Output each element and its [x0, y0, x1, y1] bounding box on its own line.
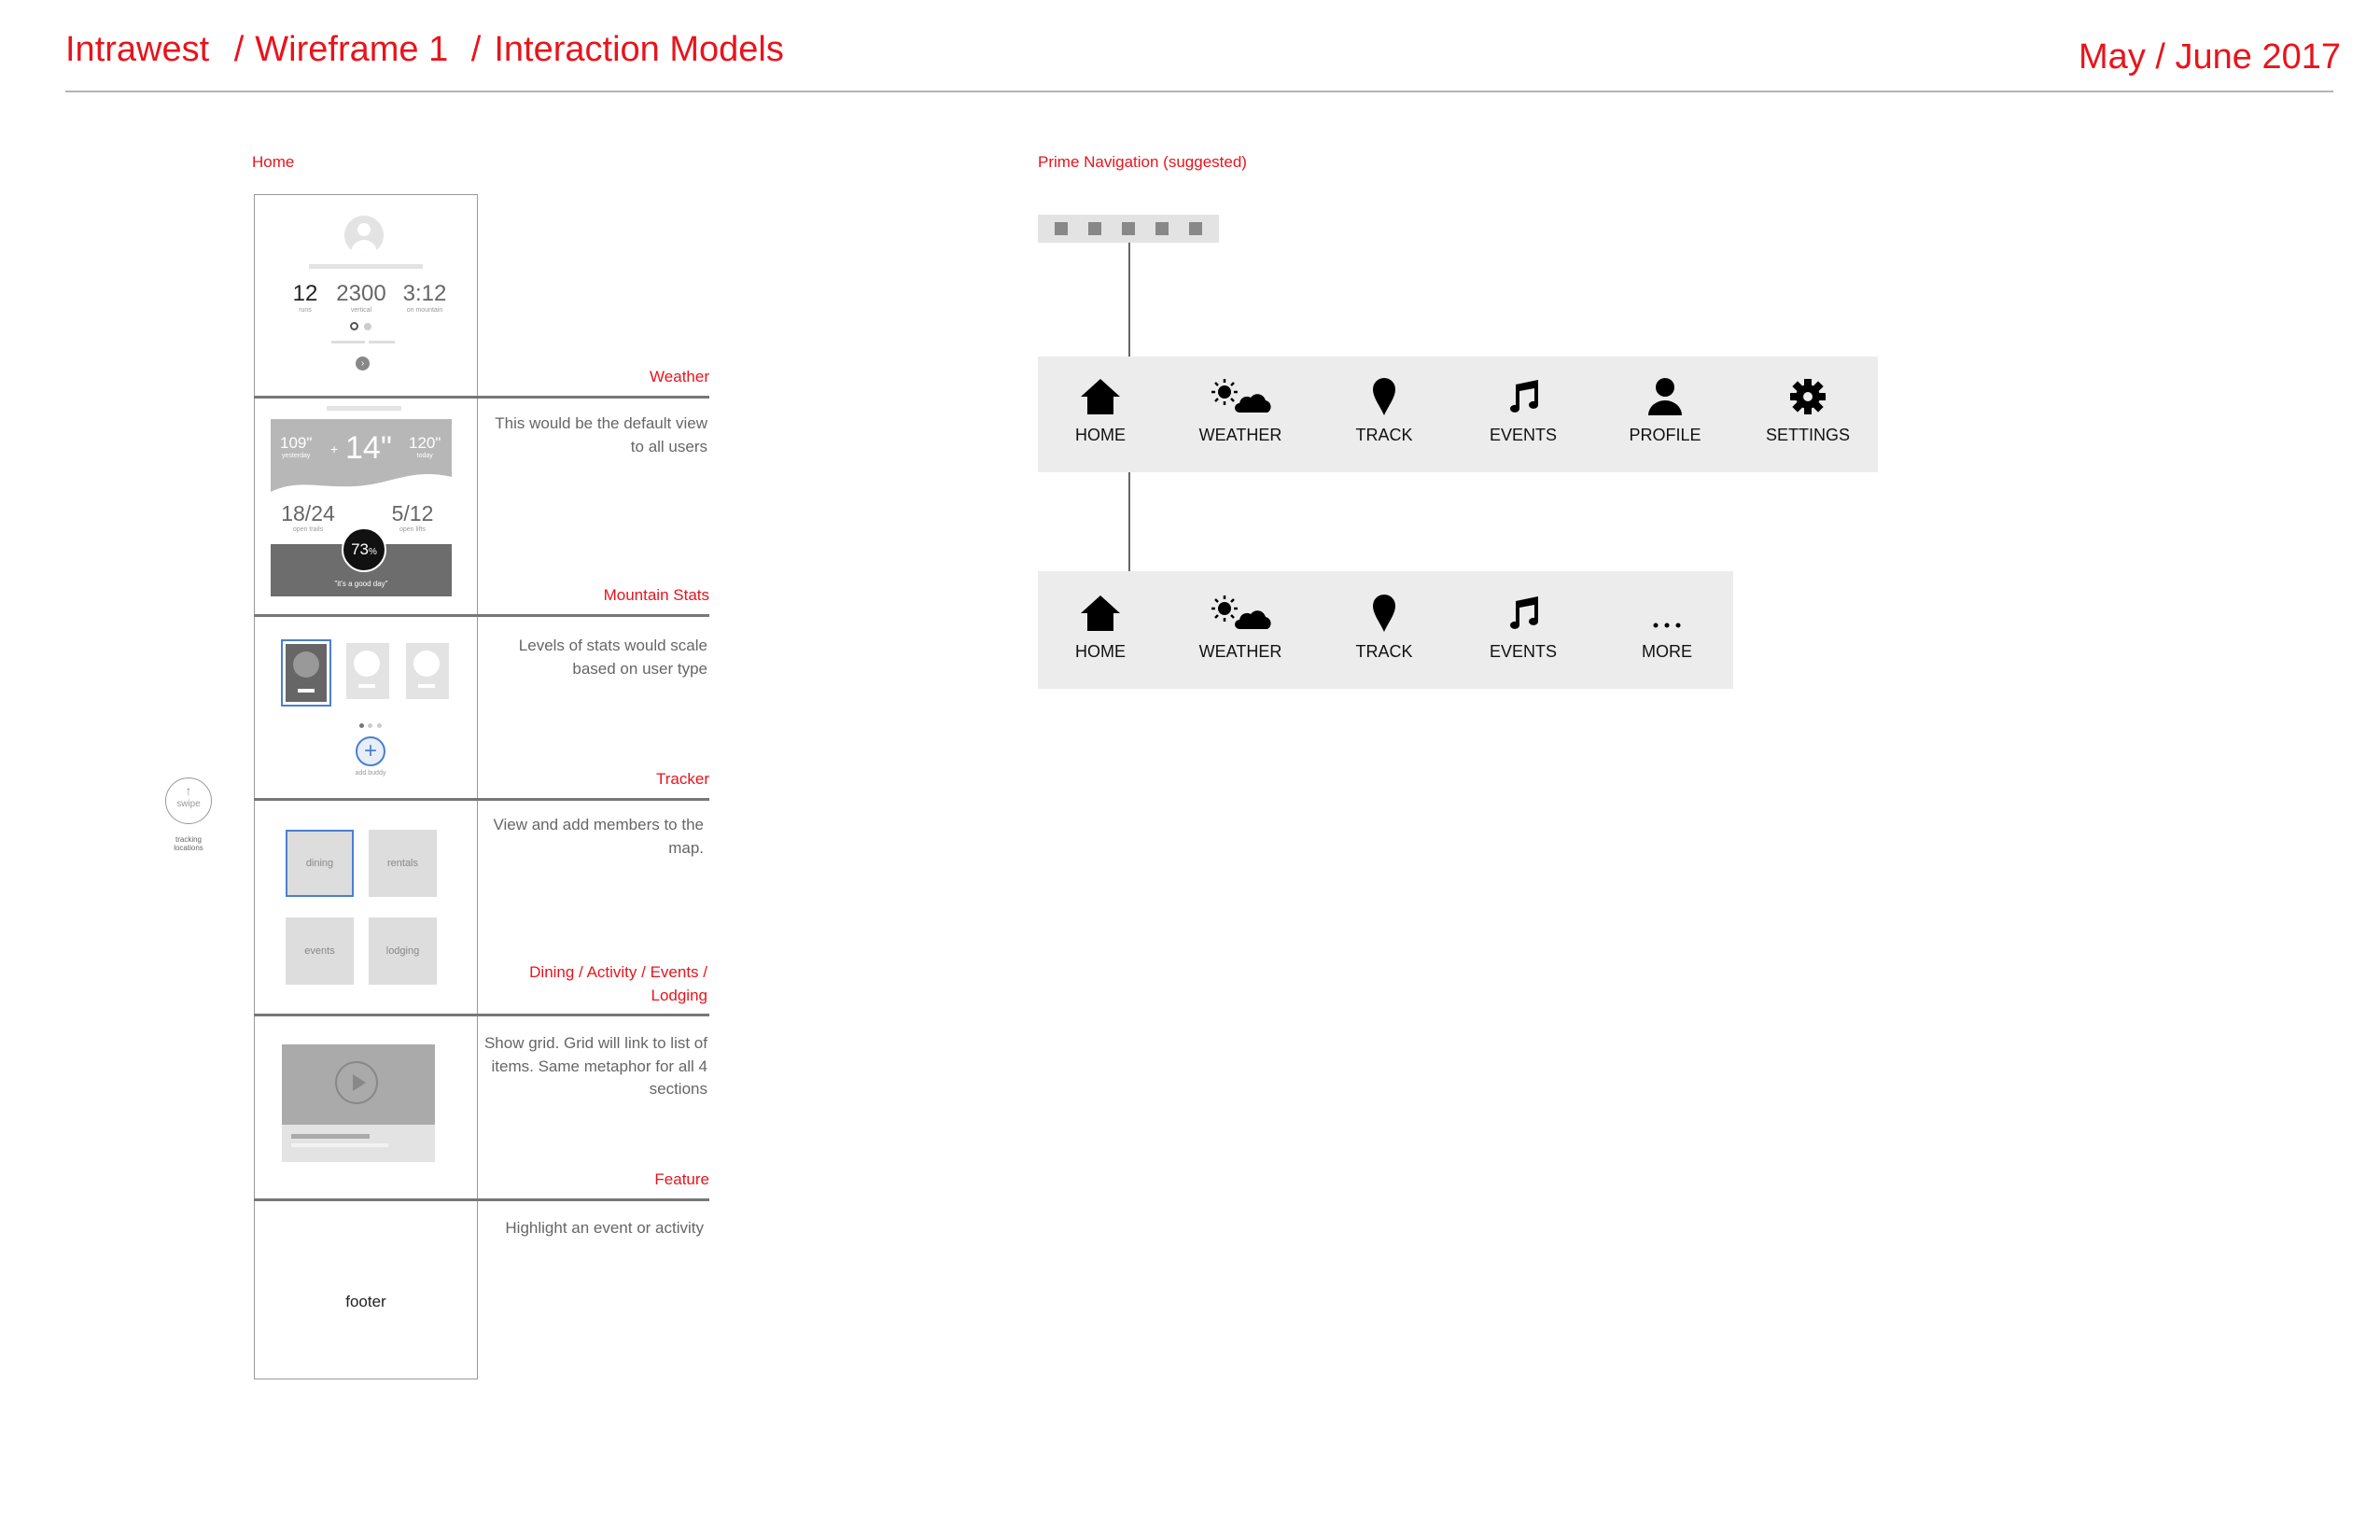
buddy-card[interactable]: [406, 643, 449, 699]
profile-avatar: [344, 216, 384, 255]
trails-stat: [275, 501, 341, 533]
breadcrumb: [65, 30, 784, 70]
grid-tile-label: dining: [305, 858, 334, 869]
percent-badge: [342, 527, 386, 572]
more-icon: [1648, 594, 1686, 633]
buddy-card[interactable]: [346, 643, 389, 699]
nav-item-weather[interactable]: [1184, 377, 1296, 445]
stat-value: 12: [292, 281, 318, 306]
section-divider: [254, 1198, 709, 1201]
nav-label: EVENTS: [1489, 642, 1558, 661]
grid-tile-label: lodging: [385, 945, 420, 957]
weather-icon: [1208, 377, 1273, 416]
lifts-label: open lifts: [399, 526, 427, 533]
stat-value: 3:12: [402, 281, 447, 306]
annotation-title-feature: Feature: [654, 1170, 709, 1188]
nav-item-track[interactable]: [1328, 377, 1440, 445]
section-divider: [254, 396, 709, 399]
annotation-title-mountain-stats: Mountain Stats: [603, 586, 709, 604]
header-divider: [65, 91, 2333, 92]
music-note-icon: [1505, 594, 1542, 633]
nav-label: WEATHER: [1198, 426, 1282, 444]
nav-thumbnail: [1038, 215, 1219, 243]
annotation-note-weather: This would be the default view to all users: [495, 414, 707, 455]
breadcrumb-item[interactable]: Wireframe 1: [255, 30, 449, 69]
home-icon: [1079, 594, 1122, 633]
snow-today: [409, 434, 441, 459]
music-note-icon: [1505, 377, 1542, 416]
placeholder-line: [331, 341, 365, 343]
stat-label: runs: [299, 307, 312, 314]
snow-today-label: today: [416, 453, 433, 459]
gear-icon: [1788, 377, 1827, 416]
swipe-widget[interactable]: [165, 777, 212, 824]
phone-frame: [254, 194, 478, 1379]
trails-label: open trails: [292, 526, 324, 533]
add-buddy-button[interactable]: +: [356, 736, 385, 766]
weather-icon: [1208, 594, 1273, 633]
carousel-dots: [359, 716, 382, 733]
grid-tile-lodging[interactable]: [369, 917, 437, 985]
grid-tile-dining[interactable]: [286, 830, 354, 897]
nav-item-home[interactable]: [1044, 377, 1156, 445]
good-day-tagline: "it's a good day": [334, 580, 388, 588]
map-pin-icon: [1370, 594, 1398, 633]
breadcrumb-separator: /: [470, 30, 482, 69]
play-icon[interactable]: [335, 1061, 378, 1104]
nav-item-events[interactable]: [1467, 594, 1579, 662]
nav-label: HOME: [1075, 642, 1126, 661]
page-dot-active[interactable]: [350, 322, 358, 330]
percent-value: 73: [351, 540, 369, 558]
lifts-stat: [380, 501, 445, 533]
annotation-note-dining: Show grid. Grid will link to list of items. Same metaphor for all 4 sections: [483, 1034, 707, 1099]
nav-label: WEATHER: [1198, 642, 1282, 661]
breadcrumb-item[interactable]: Interaction Models: [494, 30, 784, 69]
nav-bar-compact: [1038, 571, 1733, 689]
nav-item-settings[interactable]: [1752, 377, 1864, 445]
home-icon: [1079, 377, 1122, 416]
annotation-note-tracker: View and add members to the map.: [493, 816, 704, 857]
stat-on-mountain: [391, 281, 458, 314]
nav-label: TRACK: [1355, 426, 1413, 444]
annotation-title-weather: Weather: [650, 368, 709, 385]
nav-label: TRACK: [1355, 642, 1413, 661]
placeholder-line: [369, 341, 395, 343]
chevron-right-icon[interactable]: ›: [356, 357, 370, 371]
nav-item-home[interactable]: [1044, 594, 1156, 662]
snow-yesterday-label: yesterday: [282, 453, 311, 459]
snow-yesterday-value: 109": [280, 434, 313, 452]
grid-tile-events[interactable]: [286, 917, 354, 985]
nav-item-events[interactable]: [1467, 377, 1579, 445]
stat-label: on mountain: [406, 307, 443, 314]
nav-label: HOME: [1075, 426, 1126, 444]
connector-line: [1128, 243, 1130, 357]
add-buddy-label: add buddy: [355, 770, 386, 777]
grid-tile-label: rentals: [386, 858, 419, 869]
section-divider: [254, 798, 709, 801]
prime-nav-title: Prime Navigation (suggested): [1038, 153, 1247, 171]
grid-tile-rentals[interactable]: [369, 830, 437, 897]
nav-label: SETTINGS: [1765, 426, 1850, 444]
person-icon: [1646, 377, 1684, 416]
stat-vertical: [328, 281, 395, 314]
swipe-label: swipe: [176, 799, 201, 809]
swipe-caption: tracking locations: [174, 835, 203, 852]
breadcrumb-separator: /: [233, 30, 245, 69]
drag-handle[interactable]: [327, 406, 401, 411]
page-dot[interactable]: [364, 323, 371, 330]
nav-item-weather[interactable]: [1184, 594, 1296, 662]
weather-card[interactable]: [271, 419, 452, 494]
grid-tile-label: events: [304, 945, 335, 957]
nav-item-track[interactable]: [1328, 594, 1440, 662]
stat-value: 2300: [336, 281, 386, 306]
snow-yesterday: [280, 434, 312, 459]
annotation-note-mountain-stats: Levels of stats would scale based on user type: [518, 637, 707, 678]
home-label: Home: [252, 153, 295, 171]
date-label: May / June 2017: [2079, 37, 2341, 77]
arrow-up-icon: ↑: [185, 783, 192, 798]
nav-label: PROFILE: [1629, 426, 1701, 444]
feature-caption-area: [282, 1125, 435, 1162]
nav-item-profile[interactable]: [1609, 377, 1721, 445]
profile-name-placeholder: [309, 264, 423, 269]
section-divider: [254, 614, 709, 617]
snow-today-value: 120": [409, 434, 441, 452]
stat-label: vertical: [350, 307, 372, 314]
nav-label: MORE: [1642, 642, 1692, 661]
annotation-title-dining: Dining / Activity / Events / Lodging: [529, 963, 707, 1004]
stat-runs: [287, 281, 324, 314]
nav-bar-full: [1038, 357, 1878, 472]
lifts-value: 5/12: [391, 501, 434, 525]
nav-item-more[interactable]: [1611, 594, 1723, 662]
nav-label: EVENTS: [1489, 426, 1558, 444]
trails-value: 18/24: [281, 501, 335, 525]
annotation-note-feature: Highlight an event or activity: [505, 1219, 704, 1237]
snow-main-value: 14": [345, 430, 392, 466]
breadcrumb-item[interactable]: Intrawest: [65, 30, 210, 69]
connector-line: [1128, 472, 1130, 571]
map-pin-icon: [1370, 377, 1398, 416]
buddy-card-selected[interactable]: [281, 639, 331, 707]
section-divider: [254, 1014, 709, 1016]
feature-video[interactable]: [282, 1044, 435, 1125]
percent-unit: %: [369, 547, 377, 557]
annotation-title-tracker: Tracker: [656, 770, 709, 788]
plus-icon: +: [330, 441, 339, 456]
footer-label: footer: [345, 1293, 386, 1310]
